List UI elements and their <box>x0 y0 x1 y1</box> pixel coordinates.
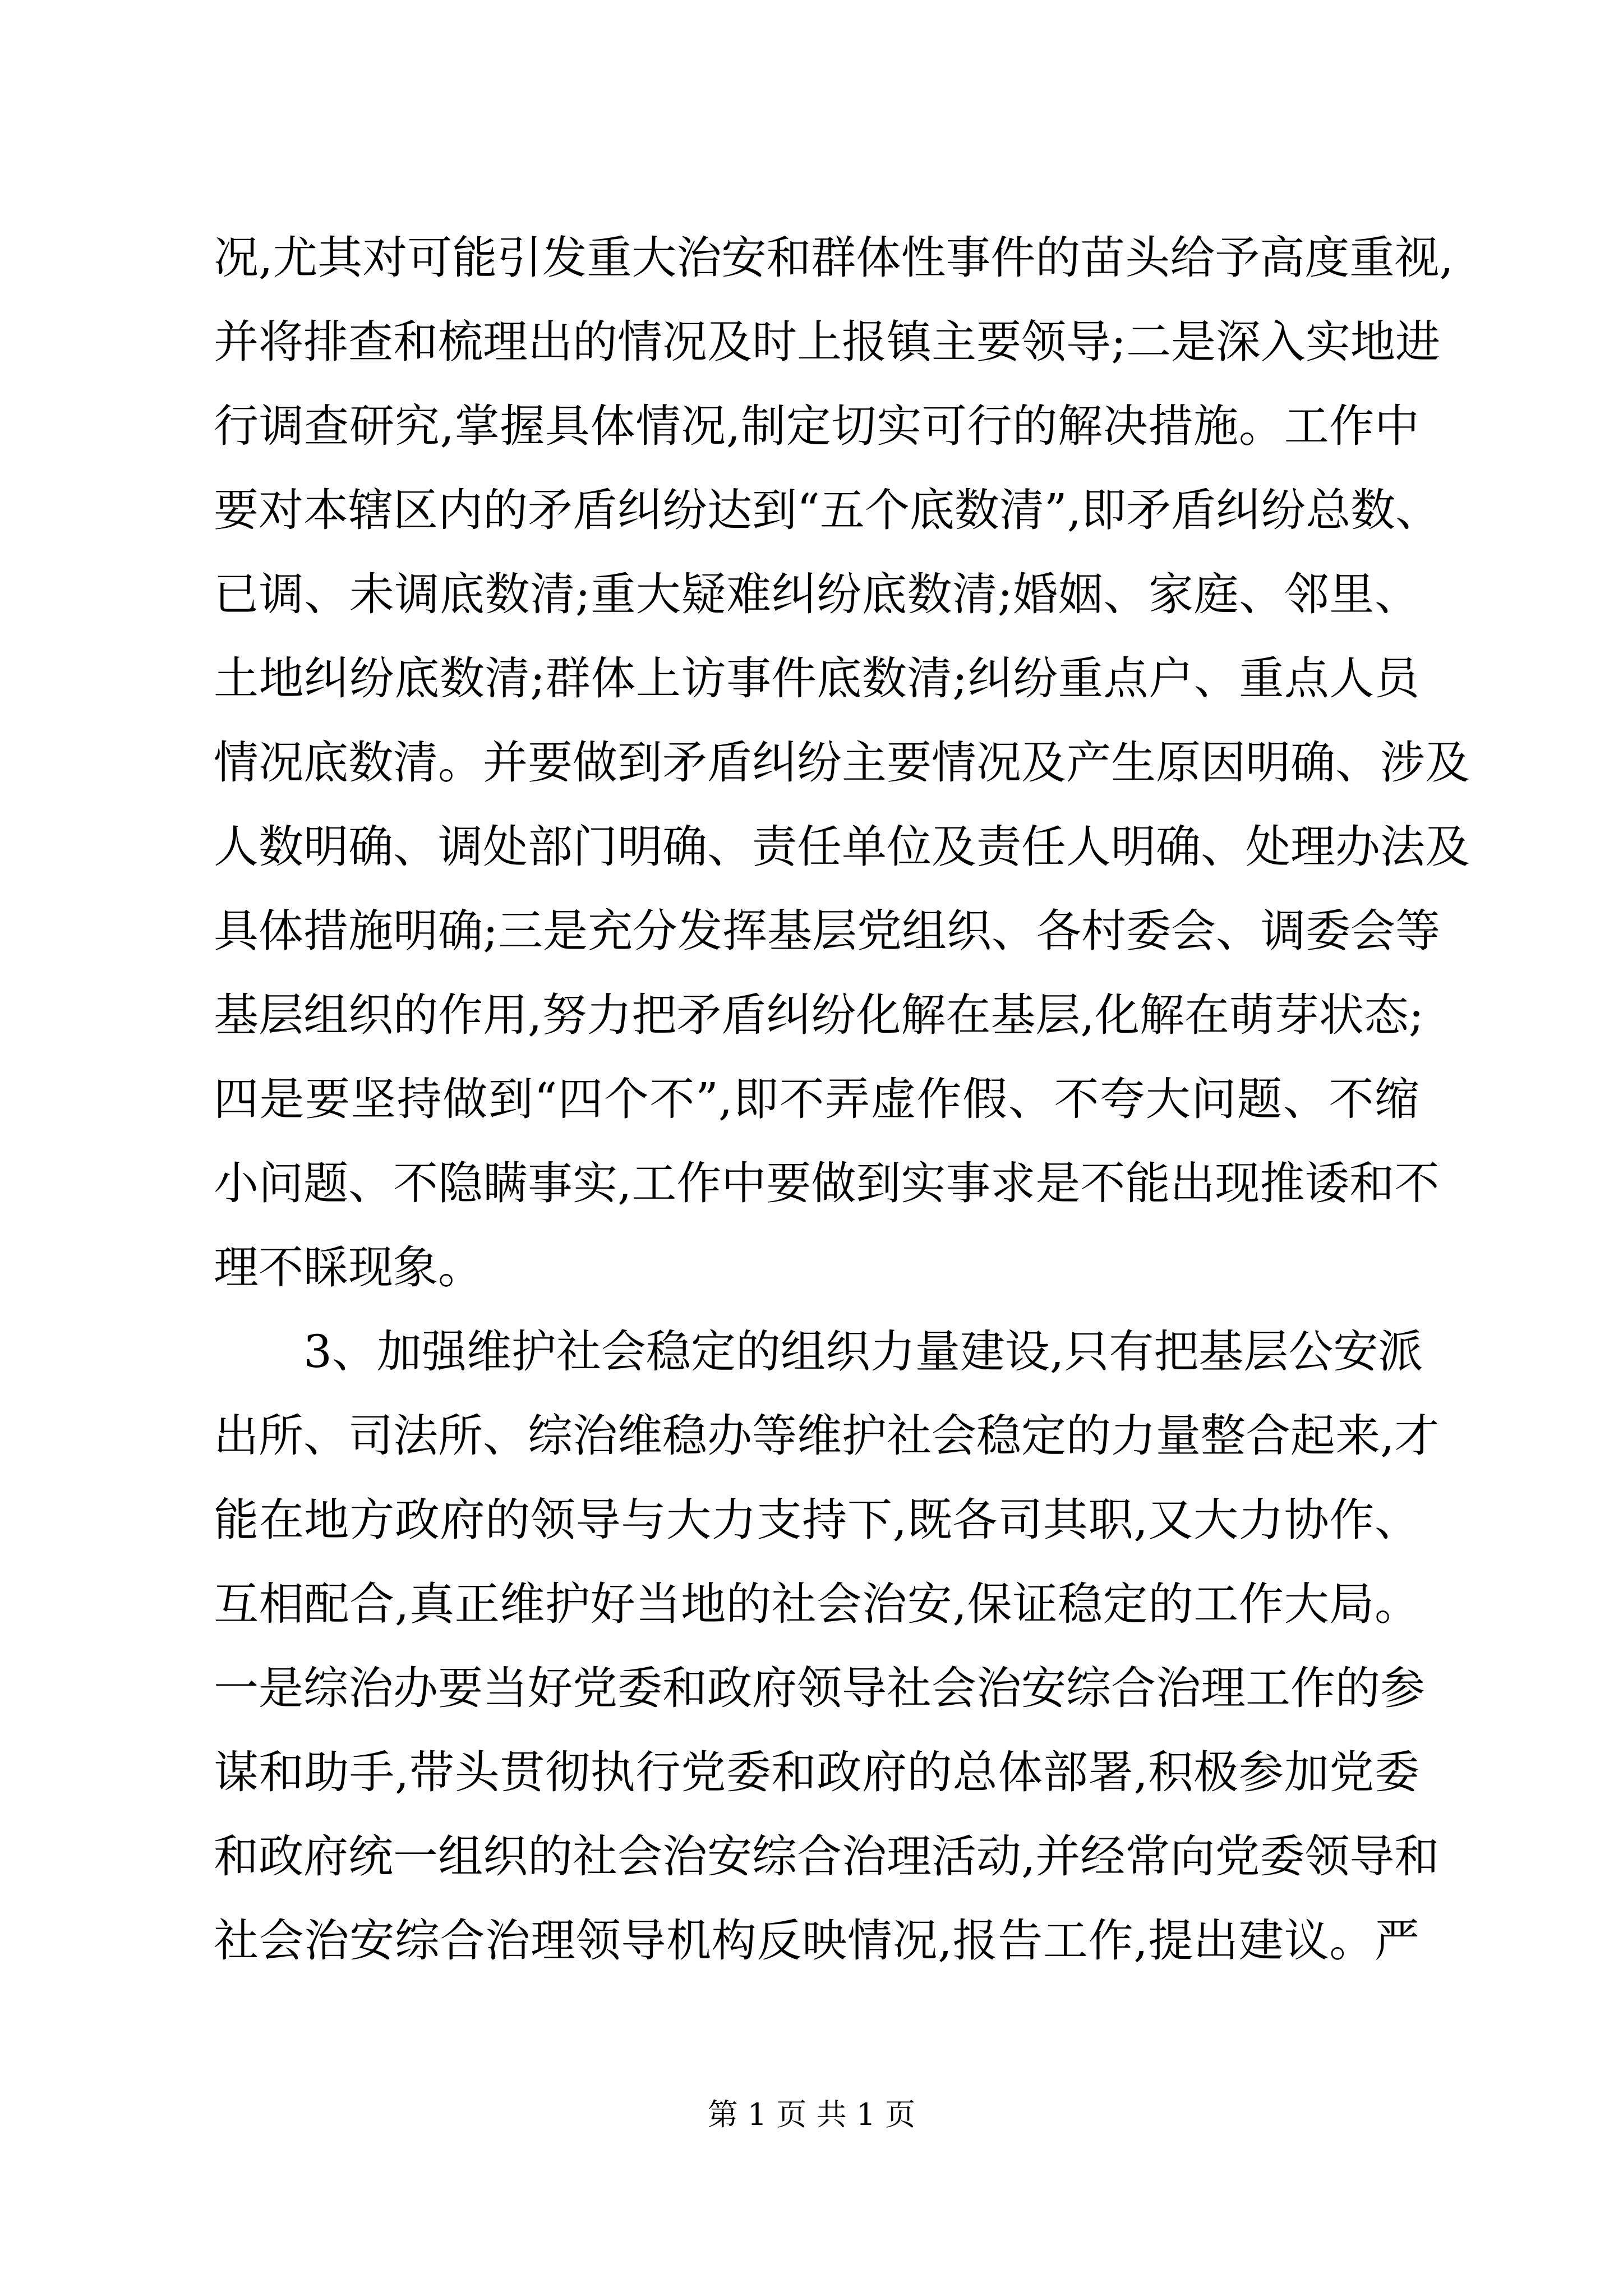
text-line: 和政府统一组织的社会治安综合治理活动,并经常向党委领导和 <box>214 1830 1440 1883</box>
text-line: 社会治安综合治理领导机构反映情况,报告工作,提出建议。严 <box>214 1915 1419 1967</box>
text-line: 出所、司法所、综治维稳办等维护社会稳定的力量整合起来,才 <box>214 1410 1440 1462</box>
text-line: 土地纠纷底数清;群体上访事件底数清;纠纷重点户、重点人员 <box>214 652 1419 705</box>
paragraph-last-line: 理不睬现象。 <box>214 1241 483 1294</box>
text-line: 小问题、不隐瞒事实,工作中要做到实事求是不能出现推诿和不 <box>214 1157 1440 1209</box>
paragraph-first-line: 3、加强维护社会稳定的组织力量建设,只有把基层公安派 <box>303 1326 1423 1378</box>
text-line: 四是要坚持做到“四个不”,即不弄虚作假、不夸大问题、不缩 <box>214 1073 1419 1125</box>
text-line: 情况底数清。并要做到矛盾纠纷主要情况及产生原因明确、涉及 <box>214 737 1470 789</box>
text-line: 能在地方政府的领导与大力支持下,既各司其职,又大力协作、 <box>214 1494 1419 1546</box>
text-line: 行调查研究,掌握具体情况,制定切实可行的解决措施。工作中 <box>214 400 1419 452</box>
text-line: 谋和助手,带头贯彻执行党委和政府的总体部署,积极参加党委 <box>214 1746 1419 1798</box>
text-line: 具体措施明确;三是充分发挥基层党组织、各村委会、调委会等 <box>214 905 1440 957</box>
page-number-footer: 第 1 页 共 1 页 <box>707 2097 916 2132</box>
text-line: 况,尤其对可能引发重大治安和群体性事件的苗头给予高度重视, <box>214 232 1454 284</box>
text-line: 基层组织的作用,努力把矛盾纠纷化解在基层,化解在萌芽状态; <box>214 989 1424 1041</box>
text-line: 要对本辖区内的矛盾纠纷达到“五个底数清”,即矛盾纠纷总数、 <box>214 484 1441 536</box>
text-line: 已调、未调底数清;重大疑难纠纷底数清;婚姻、家庭、邻里、 <box>214 568 1419 620</box>
body-text <box>214 216 1470 1983</box>
text-line: 互相配合,真正维护好当地的社会治安,保证稳定的工作大局。 <box>214 1578 1419 1630</box>
text-line: 人数明确、调处部门明确、责任单位及责任人明确、处理办法及 <box>214 821 1470 873</box>
text-line: 并将排查和梳理出的情况及时上报镇主要领导;二是深入实地进 <box>214 316 1440 368</box>
text-line: 一是综治办要当好党委和政府领导社会治安综合治理工作的参 <box>214 1662 1425 1714</box>
